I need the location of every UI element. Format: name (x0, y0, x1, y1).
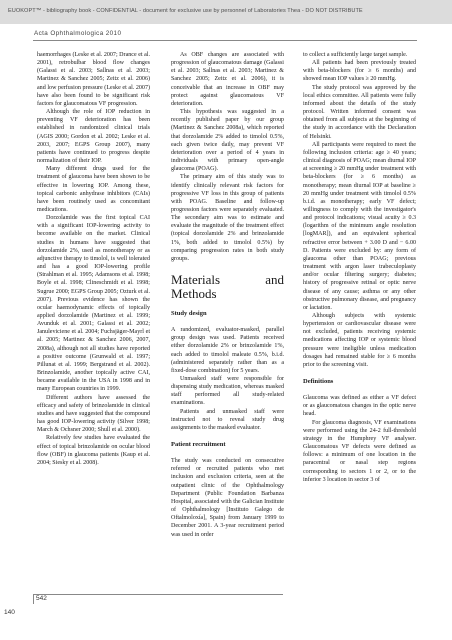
paragraph: Many different drugs used for the treatment of glaucoma have been shown to be effective in lowering IOP. Among these, topical carbonic anhydrase inhibitors (CAIs) have been routinely used as concomitant medications. (37, 166, 150, 213)
column-2 (171, 51, 284, 539)
paragraph: All participants were required to meet the following inclusion criteria: age ≥ 40 years; clinical diagnosis of POAG; mean diurnal IOP at screening ≥ 20 mmHg under treatment with beta-blockers (for ≥ 6 months) as monotherapy; mean diurnal IOP at baseline ≥ 20 mmHg under treatment with timolol 0.5% b.i.d. as monotherapy; early VF defect; willingness to comply with the investigator's and protocol indications; visual acuity ≥ 0.3 (logarithm of the minimum angle resolution [logMAR]), and an equivalent spherical refractive error between + 3.00 D and − 6.00 D. Patients were excluded by: any form of glaucoma other than POAG; previous treatment with argon laser trabeculoplasty and/or ocular filtering surgery; diabetes; history of progressive retinal or optic nerve disease of any cause; asthma or any other obstructive pulmonary disease, and pregnancy or lactation. (303, 141, 416, 311)
confidential-banner (0, 0, 452, 24)
paragraph: Different authors have assessed the efficacy and safety of brinzolamide in clinical studies and have suggested that the compound has good IOP-lowering activity (Silver 1998; March & Ochsner 2000; Shull et al. 2000). (37, 394, 150, 434)
paragraph: Although subjects with systemic hypertension or cardiovascular disease were not excluded, patients receiving systemic medications affecting IOP or systemic blood pressure were ineligible unless medication dosages had remained stable for ≥ 6 months prior to the screening visit. (303, 313, 416, 368)
paragraph: As OBF changes are associated with progression of glaucomatous damage (Galassi et al. 2003; Sallnas et al. 2003; Martinez & Sanchez 2005; Zeitz et al. 2006), it is conceivable that an increase in OBF may protect against glaucomatous VF deterioration. (171, 52, 284, 107)
journal-header: Acta Ophthalmologica 2010 (34, 30, 122, 37)
paragraph: Patients and unmasked staff were instructed not to reveal study drug assignments to the masked evaluator. (171, 408, 284, 431)
paragraph: The primary aim of this study was to identify clinically relevant risk factors for progressive VF loss in this group of patients with POAG. Baseline and follow-up progression factors were separately evaluated. The secondary aim was to estimate and evaluate the magnitude of the treatment effect (topical dorzolamide 2% and brinzolamide 1%, both added to timolol 0.5%) by comparing progression rates in both study groups. (171, 174, 284, 262)
paragraph: haemorrhages (Leske et al. 2007; Drance et al. 2001), retrobulbar blood flow changes (Galassi et al. 2003; Sallnas et al. 2003; Martinez & Sanchez 2005; Zeitz et al. 2006) and low perfusion pressure (Leske et al. 2007) have also been found to be significant risk factors for glaucomatous VF progression. (37, 52, 150, 107)
section-heading-materials-methods: Materials and Methods (171, 272, 284, 302)
paragraph: The study protocol was approved by the local ethics committee. All patients were fully informed about the details of the study protocol. Written informed consent was obtained from all subjects at the beginning of the study in accordance with the Declaration of Helsinki. (303, 84, 416, 140)
column-3 (303, 51, 416, 484)
column-1 (37, 51, 150, 467)
paragraph: For glaucoma diagnosis, VF examinations were performed using the 24-2 full-threshold strategy in the Humphrey VF analyser. Glaucomatous VF defects were defined as follows: a minimum of one location in the paracentral or nasal step regions corresponding to sectors 1 or 2, or to the inferior 3 location in sector 3 of (303, 419, 416, 483)
subheading-definitions: Definitions (303, 378, 334, 386)
paragraph: The study was conducted on consecutive referred or recruited patients who met inclusion and exclusion criteria, seen at the outpatient clinic of the Ophthalmology Department (Public Foundation Barbanza Hospital, associated with the Galician Institute of Ophthalmology [Instituto Galego de Oftalmoloxía], Spain) from January 1999 to December 2001. A 3-year recruitment period was used in order (171, 458, 284, 538)
paragraph: All patients had been previously treated with beta-blockers (for ≥ 6 months) and showed mean IOP values ≥ 20 mmHg. (303, 60, 416, 83)
paragraph: Although the role of IOP reduction in preventing VF deterioration has been established in randomized clinical trials (AGIS 2000; Gordon et al. 2002; Leske et al. 2003, 2007; EGPS Group 2007), many patients have continued to progress despite normalization of their IOP. (37, 109, 150, 165)
paragraph: Unmasked staff were responsible for dispensing study medication, whereas masked staff performed all study-related examinations. (171, 376, 284, 407)
paragraph: A randomized, evaluator-masked, parallel group design was used. Patients received either dorzolamide 2% or brinzolamide 1%, each added to timolol maleate 0.5%, b.i.d. (administered separately rather than as a fixed-dose combination) for 5 years. (171, 327, 284, 374)
subheading-study-design: Study design (171, 310, 207, 318)
paragraph: Dorzolamide was the first topical CAI with a significant IOP-lowering activity to become available on the market. Clinical studies in humans have suggested that dorzolamide 2%, used as monotherapy or as adjunctive therapy to timolol, is well tolerated and has a good IOP-lowering profile (Strahlman et al. 1995; Adamsons et al. 1998; Boyle et al. 1998; Clineschmidt et al. 1998; Sugrue 2000; EGPS Group 2005; Ozturk et al. 2007). Previous evidence has shown the ocular haemodynamic effects of topically applied dorzolamide (Martinez et al. 1999; Avunduk et al. 2001; Galassi et al. 2002; Januleviciene et al. 2004; Fuchsjäger-Mayrl et al. 2005; Martinez & Sanchez 2006, 2007, 2008a), although not all studies have reported a positive outcome (Grunwald et al. 1997; Pillunat et al. 1999; Bergstrand et al. 2002). Brinzolamide, another topically active CAI, became available in the USA in 1998 and in many European countries in 1999. (37, 215, 150, 393)
subheading-patient-recruitment: Patient recruitment (171, 441, 226, 449)
paragraph: This hypothesis was suggested in a recently published paper by our group (Martinez & Sanchez 2008a), which reported that dorzolamide 2% added to timolol 0.5%, each given twice daily, may prevent VF deterioration over a period of 4 years in individuals with primary open-angle glaucoma (POAG). (171, 109, 284, 173)
header-rule (33, 40, 417, 41)
footer-rule (33, 594, 283, 595)
footer-tick (33, 594, 34, 604)
banner-text: EUOKOPT™ - bibliography book - CONFIDENTIAL - document for exclusive use by personnel of Laboratories Thea - DO NOT DISTRIBUTE (8, 8, 363, 14)
paragraph: Relatively few studies have evaluated the effect of topical brinzolamide on ocular blood flow (OBF) in glaucoma patients (Kaup et al. 2004; Siesky et al. 2008). (37, 435, 150, 466)
bibliography-page-number: 140 (4, 609, 15, 616)
paragraph: to collect a sufficiently large target sample. (303, 52, 408, 58)
paragraph: Glaucoma was defined as either a VF defect or as glaucomatous changes in the optic nerve head. (303, 395, 416, 418)
page-number: 542 (36, 595, 47, 602)
